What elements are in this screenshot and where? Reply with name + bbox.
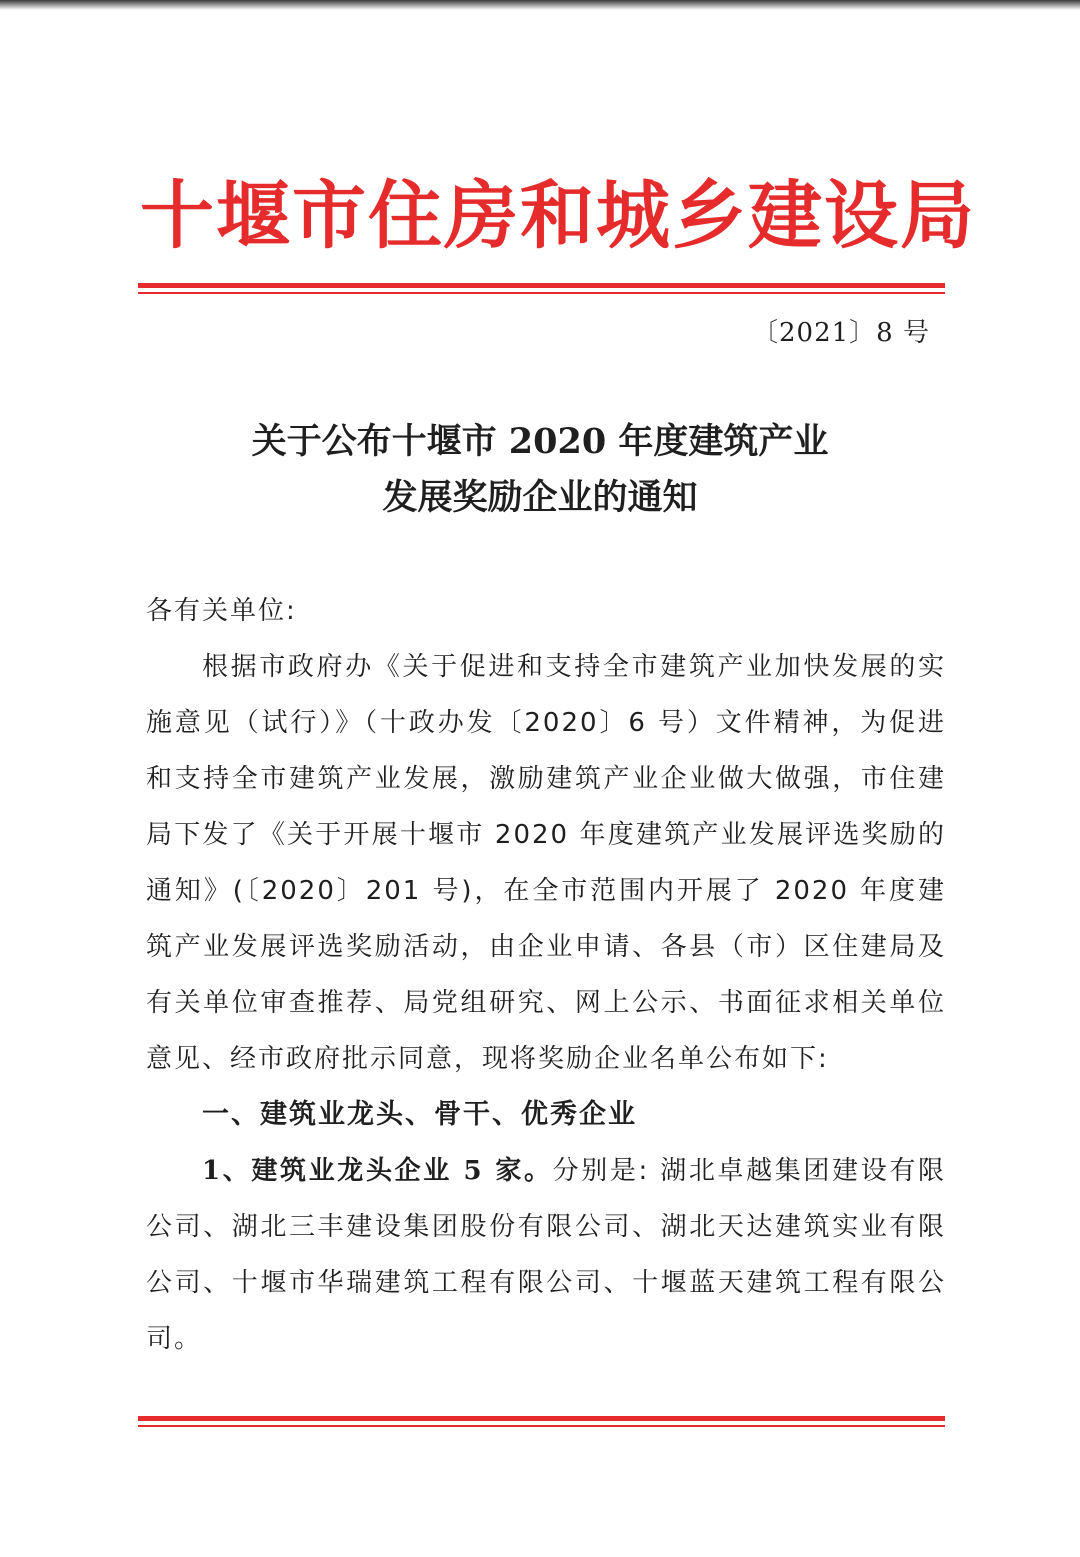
red-rule-bottom [138, 1416, 945, 1421]
section-heading: 一、建筑业龙头、骨干、优秀企业 [202, 1099, 637, 1130]
salutation: 各有关单位: [146, 596, 297, 626]
issuing-authority-masthead: 十堰市住房和城乡建设局 [140, 173, 976, 259]
scan-edge-shadow [0, 0, 1080, 10]
document-title [140, 414, 940, 526]
list-item [146, 1143, 946, 1367]
item-text: 分别是: 湖北卓越集团建设有限公司、湖北三丰建设集团股份有限公司、湖北天达建筑实业有限公司、十堰市华瑞建筑工程有限公司、十堰蓝天建筑工程有限公司。 [146, 1156, 946, 1354]
red-rule-top [138, 283, 945, 288]
document-number: 〔2021〕8 号 [752, 318, 930, 348]
red-rule-bottom-thin [138, 1425, 945, 1427]
document-body [146, 583, 946, 1367]
title-line-2: 发展奖励企业的通知 [382, 477, 698, 518]
body-paragraph: 根据市政府办《关于促进和支持全市建筑产业加快发展的实施意见（试行）》（十政办发〔2020〕6 号）文件精神，为促进和支持全市建筑产业发展，激励建筑产业企业做大做强，市住建局下发了《关于开展十堰市 2020 年度建筑产业发展评选奖励的通知》(〔2020〕201 号)，在全市范围内开展了 2020 年度建筑产业发展评选奖励活动，由企业申请、各县（市）区住建局及有关单位审查推荐、局党组研究、网上公示、书面征求相关单位意见、经市政府批示同意，现将奖励企业名单公布如下: [146, 652, 946, 1074]
item-lead: 1、建筑业龙头企业 5 家。 [202, 1156, 553, 1186]
title-line-1: 关于公布十堰市 2020 年度建筑产业 [251, 421, 829, 462]
red-rule-top-thin [138, 292, 945, 294]
